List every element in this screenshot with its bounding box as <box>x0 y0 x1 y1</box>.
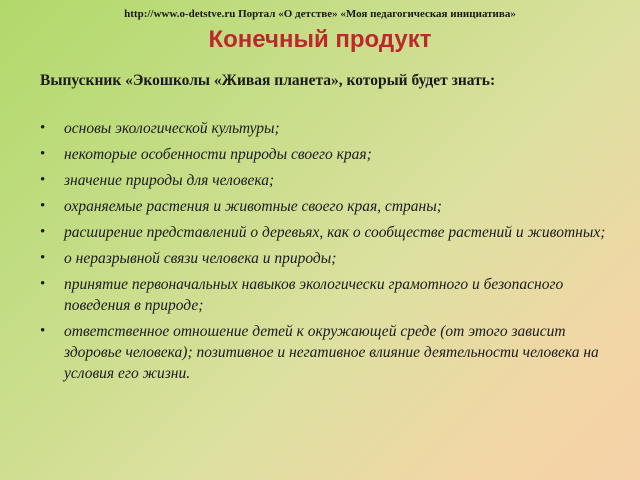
bullet-text: значение природы для человека; <box>64 172 275 189</box>
bullet-text: о неразрывной связи человека и природы; <box>64 250 337 267</box>
bullet-item <box>40 248 610 269</box>
bullet-icon: • <box>40 323 46 339</box>
bullet-text: ответственное отношение детей к окружающей среде (от этого зависит здоровье человека); позитивное и негативное влияние деятельности человека на условия его жизни. <box>64 323 599 382</box>
slide-title: Конечный продукт <box>208 26 432 53</box>
bullet-item <box>40 222 610 243</box>
bullet-icon: • <box>40 172 46 188</box>
intro-heading: Выпускник «Экошколы «Живая планета», который будет знать: <box>40 72 496 89</box>
bullet-item <box>40 274 610 316</box>
bullet-text: расширение представлений о деревьях, как о сообществе растений и животных; <box>64 224 606 241</box>
bullet-text: некоторые особенности природы своего края; <box>64 146 372 163</box>
bullet-text: принятие первоначальных навыков экологически грамотного и безопасного поведения в природе; <box>64 276 564 314</box>
bullet-item <box>40 144 610 165</box>
bullet-text: охраняемые растения и животные своего края, страны; <box>64 198 442 215</box>
bullet-text: основы экологической культуры; <box>64 120 280 137</box>
bullet-icon: • <box>40 250 46 266</box>
source-url-line: http://www.o-detstve.ru Портал «О детстве» «Моя педагогическая инициатива» <box>124 8 516 20</box>
bullet-icon: • <box>40 146 46 162</box>
bullet-icon: • <box>40 224 46 240</box>
bullet-item <box>40 196 610 217</box>
bullet-icon: • <box>40 198 46 214</box>
bullet-icon: • <box>40 120 46 136</box>
bullet-item <box>40 118 610 139</box>
bullet-item <box>40 321 610 384</box>
bullet-list <box>40 118 610 389</box>
bullet-icon: • <box>40 276 46 292</box>
bullet-item <box>40 170 610 191</box>
